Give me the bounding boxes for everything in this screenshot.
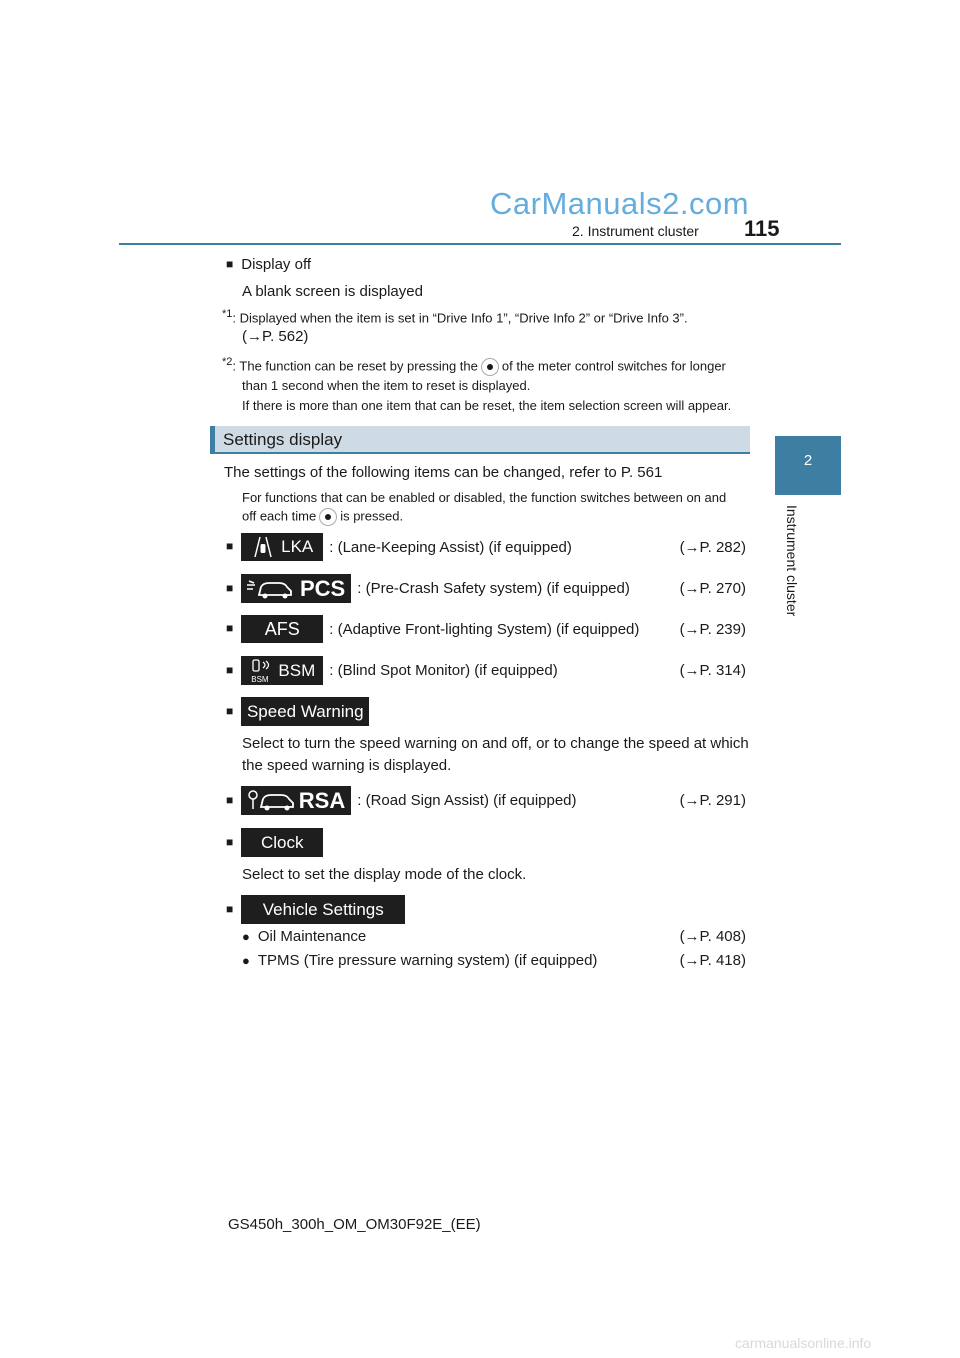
tpms-label: TPMS (Tire pressure warning system) (if equipped) (257, 952, 598, 969)
footnote-2-text-c: than 1 second when the item to reset is displayed. (242, 378, 531, 393)
speed-warning-badge-text: Speed Warning (246, 701, 364, 721)
item-clock (226, 828, 746, 857)
header-rule (119, 243, 841, 245)
clock-badge-text: Clock (260, 832, 304, 852)
item-pcs (226, 574, 746, 603)
settings-note-b (242, 508, 403, 526)
enter-button-icon (481, 358, 499, 376)
square-bullet-icon: ■ (226, 621, 234, 635)
chapter-tab-number: 2 (803, 452, 813, 469)
page-number: 115 (744, 216, 780, 241)
chapter-title: 2. Instrument cluster (572, 223, 699, 239)
footnote-1: $^{*1}$: Displayed when the item is set in “Drive Info 1”, “Drive Info 2” or “Drive Info 3”. (222, 308, 688, 326)
lane-keeping-icon (251, 535, 275, 559)
item-vehicle-settings (226, 895, 746, 924)
oil-maintenance-ref: (→P. 408) (679, 928, 746, 945)
display-off-heading (226, 256, 311, 273)
settings-note-b-pre: off each time (242, 508, 317, 524)
section-heading-settings-display (210, 426, 750, 454)
rsa-desc: : (Road Sign Assist) (if equipped) (357, 792, 577, 809)
settings-intro: The settings of the following items can be changed, refer to P. 561 (224, 464, 663, 481)
square-bullet-icon: ■ (226, 662, 234, 677)
square-bullet-icon: ■ (226, 703, 234, 718)
rsa-badge-text: RSA (298, 787, 346, 813)
pcs-badge-text: PCS (300, 575, 346, 601)
speed-warning-text-a: Select to turn the speed warning on and off, or to change the speed at which (242, 735, 749, 752)
vehicle-sub-item (242, 952, 746, 969)
bsm-badge-subtext: BSM (251, 675, 269, 684)
rsa-badge (241, 786, 351, 815)
clock-badge (241, 828, 323, 857)
bsm-badge-text: BSM (278, 660, 316, 680)
footnote-1-ref: (→P. 562) (242, 328, 309, 345)
road-sign-car-icon (245, 789, 295, 813)
bsm-desc: : (Blind Spot Monitor) (if equipped) (329, 662, 558, 679)
footnote-2-text-b: of the meter control switches for longer (501, 358, 726, 374)
footnote-2-text-d: If there is more than one item that can be reset, the item selection screen will appear. (242, 398, 732, 413)
square-bullet-icon: ■ (226, 580, 234, 595)
afs-ref: (→P. 239) (679, 620, 746, 638)
display-off-text: A blank screen is displayed (242, 283, 423, 300)
square-bullet-icon: ■ (226, 539, 234, 553)
square-bullet-icon: ■ (226, 792, 234, 807)
blind-spot-icon (251, 658, 273, 674)
clock-text: Select to set the display mode of the clock. (242, 866, 527, 883)
vehicle-settings-badge (241, 895, 405, 924)
chapter-tab-label: Instrument cluster (784, 505, 800, 617)
afs-badge-text: AFS (264, 618, 300, 639)
pcs-desc: : (Pre-Crash Safety system) (if equipped) (357, 580, 630, 597)
settings-note-a: For functions that can be enabled or disabled, the function switches between on and (242, 490, 727, 505)
footnote-1-mark: *1 (222, 308, 233, 320)
enter-button-icon (319, 508, 337, 526)
watermark-bottom: carmanualsonline.info (735, 1335, 872, 1351)
speed-warning-badge (241, 697, 369, 726)
square-bullet-icon: ■ (226, 834, 234, 849)
item-lka (226, 533, 746, 561)
lka-badge (241, 533, 323, 561)
lka-desc: : (Lane-Keeping Assist) (if equipped) (329, 538, 572, 556)
square-bullet-icon: ■ (226, 901, 234, 916)
oil-maintenance-label: Oil Maintenance (257, 928, 367, 945)
afs-desc: : (Adaptive Front-lighting System) (if equipped) (329, 620, 640, 638)
section-title: Settings display (223, 430, 343, 449)
vehicle-sub-item (242, 928, 746, 945)
bsm-badge (241, 656, 323, 685)
pcs-ref: (→P. 270) (679, 580, 746, 597)
footnote-1-text: Displayed when the item is set in “Drive Info 1”, “Drive Info 2” or “Drive Info 3”. (239, 310, 688, 326)
afs-badge (241, 615, 323, 643)
item-rsa (226, 786, 746, 815)
speed-warning-text-b: the speed warning is displayed. (242, 757, 452, 774)
footnote-2-text-a: The function can be reset by pressing the (239, 358, 478, 374)
lka-ref: (→P. 282) (679, 538, 746, 556)
vehicle-settings-badge-text: Vehicle Settings (262, 899, 384, 919)
watermark-logo: CarManuals2.com (490, 186, 750, 221)
square-bullet-icon: ■ (226, 257, 234, 271)
item-speed-warning (226, 697, 746, 726)
display-off-label: Display off (241, 256, 312, 273)
dot-bullet-icon: ● (242, 929, 250, 944)
document-code: GS450h_300h_OM_OM30F92E_(EE) (228, 1216, 481, 1233)
pre-crash-car-icon (245, 577, 293, 601)
item-bsm (226, 656, 746, 685)
rsa-ref: (→P. 291) (679, 792, 746, 809)
settings-note-b-post: is pressed. (340, 508, 404, 524)
item-afs (226, 615, 746, 643)
dot-bullet-icon: ● (242, 953, 250, 968)
footnote-2: $^{*2}$: The function can be reset by pressing the of the meter control switches for longer (222, 356, 752, 376)
footnote-2-mark: *2 (222, 356, 233, 368)
pcs-badge (241, 574, 351, 603)
lka-badge-text: LKA (281, 537, 314, 556)
tpms-ref: (→P. 418) (679, 952, 746, 969)
bsm-ref: (→P. 314) (679, 662, 746, 679)
